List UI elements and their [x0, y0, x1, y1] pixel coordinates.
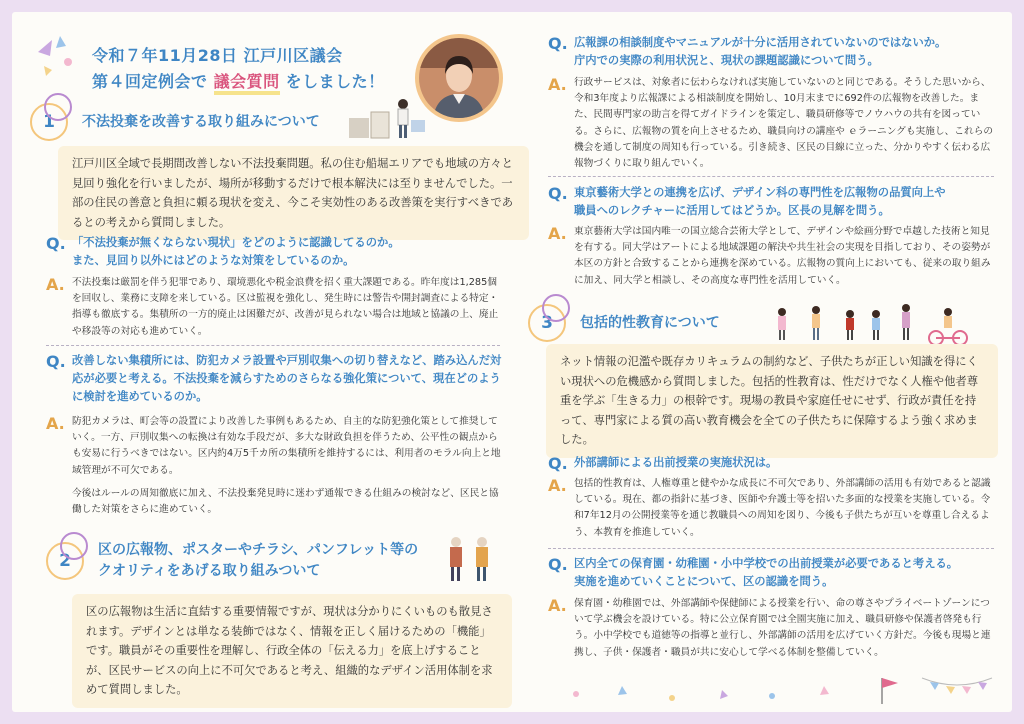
title-line-2: 第４回定例会で 議会質問 をしました！	[92, 69, 385, 95]
question-3: Q. 広報課の相談制度やマニュアルが十分に活用されていないのではないか。 庁内での実際の利用状況と、現状の課題認識について問う。	[548, 34, 1008, 70]
divider	[548, 548, 994, 549]
answer-2-paragraph-1: 防犯カメラは、町会等の設置により改善した事例もあるため、自主的な防犯強化策として推奨していく。一方、戸別収集への転換は有効な手段だが、多大な財政負担を伴うため、公平性の観点からも安易に行うべきではない。区内約4万5千カ所の集積所を維持するには、利用者のモラル向上と地域管理が不可欠である。	[72, 416, 501, 476]
page-title	[92, 43, 385, 95]
question-2-text: 改善しない集積所には、防犯カメラ設置や戸別収集への切り替えなど、踏み込んだ対応が必要と考える。不法投棄を減らすためのさらなる強化策について、現在どのように検討を進めているのか。	[72, 354, 502, 403]
question-6: Q. 区内全ての保育園・幼稚園・小中学校での出前授業が必要であると考える。 実施を進めていくことについて、区の認識を問う。	[548, 555, 1008, 591]
section-3-header	[528, 304, 720, 342]
section-2-header	[46, 540, 418, 582]
trash-illustration	[345, 96, 433, 140]
confetti-decoration	[562, 672, 1002, 708]
section-1-number: 1	[30, 103, 68, 141]
answer-1-text: 不法投棄は厳罰を伴う犯罪であり、環境悪化や税金浪費を招く重大課題である。昨年度は1,285個を回収し、業務に支障を来している。区は監視を強化し、発生時には警告や開封調査による特定・指導も徹底する。集積所の一方的廃止は困難だが、改善が見られない場合は地域と協議の上、廃止や移設等の対応も進めていく。	[72, 277, 499, 337]
answer-2-paragraph-2: 今後はルールの周知徹底に加え、不法投棄発見時に迷わず通報できる仕組みの検討など、区民と協働した対策をさらに進めていく。	[72, 487, 499, 516]
children-illustration	[772, 302, 968, 346]
question-5: Q. 外部講師による出前授業の実施状況は。	[548, 454, 778, 473]
answer-4-text: 東京藝術大学は国内唯一の国立総合芸術大学として、デザインや絵画分野で卓越した技術と知見を有する。同大学はアートによる地域課題の解決や共生社会の実現を目指しており、その姿勢が本区の方針と合致することから連携を深めている。広報物の質向上においても、従来の取り組みに加え、同大学と相談し、その高度な専門性を活用していく。	[574, 226, 991, 286]
answer-3-text: 行政サービスは、対象者に伝わらなければ実施していないのと同じである。そうした思いから、令和3年度より広報課による相談制度を開始し、10月末までに692件の広報物を改善した。また、民間専門家の助言を得てガイドラインを策定し、職員研修等でノウハウの共有を図っている。さらに、広報物の質を向上させるため、職員向けの講座や ｅラーニングも実施し、これらの機会を通して制度の周知も行っている。引き続き、区民の目線に立った、分かりやすく伝わる広報物づくりに取り組んでいく。	[574, 77, 994, 170]
question-2: Q. 改善しない集積所には、防犯カメラ設置や戸別収集への切り替えなど、踏み込んだ対応が必要と考える。不法投棄を減らすためのさらなる強化策について、現在どのように検討を進めているのか。	[46, 352, 506, 406]
answer-4: A. 東京藝術大学は国内唯一の国立総合芸術大学として、デザインや絵画分野で卓越した技術と知見を有する。同大学はアートによる地域課題の解決や共生社会の実現を目指しており、その姿勢が本区の方針と合致することから連携を深めている。広報物の質向上においても、従来の取り組みに加え、同大学と相談し、その高度な専門性を活用していく。	[548, 224, 994, 289]
question-5-text: 外部講師による出前授業の実施状況は。	[574, 456, 778, 469]
divider	[548, 176, 994, 177]
answer-6: A. 保育園・幼稚園では、外部講師や保健師による授業を行い、命の尊さやプライベートゾーンについて学ぶ機会を設けている。特に公立保育園では全園実施に加え、職員研修や保護者啓発も行う。小中学校でも道徳等の指導と並行し、外部講師の活用を広げていく方針だ。今後も現場と連携し、子供・保護者・職員が共に安心して学べる体制を整備していく。	[548, 596, 994, 661]
question-6-text: 区内全ての保育園・幼稚園・小中学校での出前授業が必要であると考える。 実施を進めていくことについて、区の認識を問う。	[574, 557, 959, 588]
answer-5-text: 包括的性教育は、人権尊重と健やかな成長に不可欠であり、外部講師の活用も有効であると認識している。現在、都の指針に基づき、医師や弁護士等を招いた多面的な授業を実施している。令和7年12月の公開授業等を通じ教職員への周知を図り、今後も子供たちが互いを尊重し合えるよう、本教育を推進していく。	[574, 478, 991, 538]
seniors-illustration	[442, 534, 502, 584]
section-2-number: 2	[46, 542, 84, 580]
page	[12, 12, 1012, 712]
question-1: Q. 「不法投棄が無くならない現状」をどのように認識してるのか。 また、見回り以外にはどのような対策をしているのか。	[46, 234, 506, 270]
divider	[46, 345, 500, 346]
question-4-text: 東京藝術大学との連携を広げ、デザイン科の専門性を広報物の品質向上や 職員へのレクチャーに活用してはどうか。区長の見解を問う。	[574, 186, 946, 217]
question-3-text: 広報課の相談制度やマニュアルが十分に活用されていないのではないか。 庁内での実際の利用状況と、現状の課題認識について問う。	[574, 36, 947, 67]
section-1-intro: 江戸川区全域で長期間改善しない不法投棄問題。私の住む船堀エリアでも地域の方々と見回り強化を行いましたが、場所が移動するだけで根本解決には至りませんでした。一部の住民の善意と負担に頼る現状を変え、今こそ実効性のある改善策を実行すべきであるとの考えから質問しました。	[58, 146, 529, 240]
answer-3: A. 行政サービスは、対象者に伝わらなければ実施していないのと同じである。そうした思いから、令和3年度より広報課による相談制度を開始し、10月末までに692件の広報物を改善した。また、民間専門家の助言を得てガイドラインを策定し、職員研修等でノウハウの共有を図っている。さらに、広報物の質を向上させるため、職員向けの講座や ｅラーニングも実施し、これらの機会を通して制度の周知も行っている。引き続き、区民の目線に立った、分かりやすく伝わる広報物づくりに取り組んでいく。	[548, 75, 994, 172]
section-2-title: 区の広報物、ポスターやチラシ、パンフレット等の クオリティをあげる取り組みついて	[98, 542, 419, 579]
question-1-text: 「不法投棄が無くならない現状」をどのように認識してるのか。 また、見回り以外にはどのような対策をしているのか。	[72, 236, 400, 267]
section-2-intro: 区の広報物は生活に直結する重要情報ですが、現状は分かりにくいものも散見されます。デザインとは単なる装飾ではなく、情報を正しく届けるための「機能」です。職員がその重要性を理解し、行政全体の「伝える力」を底上げすることが、区民サービスの向上に不可欠であると考え、組織的なデザイン活用体制を求めて質問しました。	[72, 594, 512, 708]
section-1-title: 不法投棄を改善する取り組みについて	[82, 113, 320, 130]
answer-6-text: 保育園・幼稚園では、外部講師や保健師による授業を行い、命の尊さやプライベートゾーンについて学ぶ機会を設けている。特に公立保育園では全園実施に加え、職員研修や保護者啓発も行う。小中学校でも道徳等の指導と並行し、外部講師の活用を広げていく方針だ。今後も現場と連携し、子供・保護者・職員が共に安心して学べる体制を整備していく。	[574, 598, 991, 658]
answer-5: A. 包括的性教育は、人権尊重と健やかな成長に不可欠であり、外部講師の活用も有効であると認識している。現在、都の指針に基づき、医師や弁護士等を招いた多面的な授業を実施している。令和7年12月の公開授業等を通じ教職員への周知を図り、今後も子供たちが互いを尊重し合えるよう、本教育を推進していく。	[548, 476, 994, 541]
title-highlight: 議会質問	[214, 72, 280, 95]
question-4: Q. 東京藝術大学との連携を広げ、デザイン科の専門性を広報物の品質向上や 職員へのレクチャーに活用してはどうか。区長の見解を問う。	[548, 184, 1008, 220]
confetti-decoration	[34, 32, 84, 78]
answer-2: A. 防犯カメラは、町会等の設置により改善した事例もあるため、自主的な防犯強化策として推奨していく。一方、戸別収集への転換は有効な手段だが、多大な財政負担を伴うため、公平性の観点からも安易に行うべきではない。区内約4万5千カ所の集積所を維持するには、利用者のモラル向上と地域管理が不可欠である。 今後はルールの周知徹底に加え、不法投棄発見時に迷わず通報できる仕組みの検討など、区民と協働した対策をさらに進めていく。	[46, 414, 506, 518]
section-3-intro: ネット情報の氾濫や既存カリキュラムの制約など、子供たちが正しい知識を得にくい現状への危機感から質問しました。包括的性教育は、性だけでなく人権や他者尊重を学ぶ「生きる力」の根幹です。現場の教員や家庭任せにせず、行政が責任を持って、専門家による質の高い教育機会を全ての子供たちに保障するよう強く求めました。	[546, 344, 998, 458]
answer-1: A. 不法投棄は厳罰を伴う犯罪であり、環境悪化や税金浪費を招く重大課題である。昨年度は1,285個を回収し、業務に支障を来している。区は監視を強化し、発生時には警告や開封調査による特定・指導も徹底する。集積所の一方的廃止は困難だが、改善が見られない場合は地域と協議の上、廃止や移設等の対応も進めていく。	[46, 275, 506, 340]
section-1-header	[30, 103, 320, 141]
section-3-title: 包括的性教育について	[580, 314, 720, 331]
section-3-number: 3	[528, 304, 566, 342]
title-line-1: 令和７年11月28日 江戸川区議会	[92, 46, 343, 65]
